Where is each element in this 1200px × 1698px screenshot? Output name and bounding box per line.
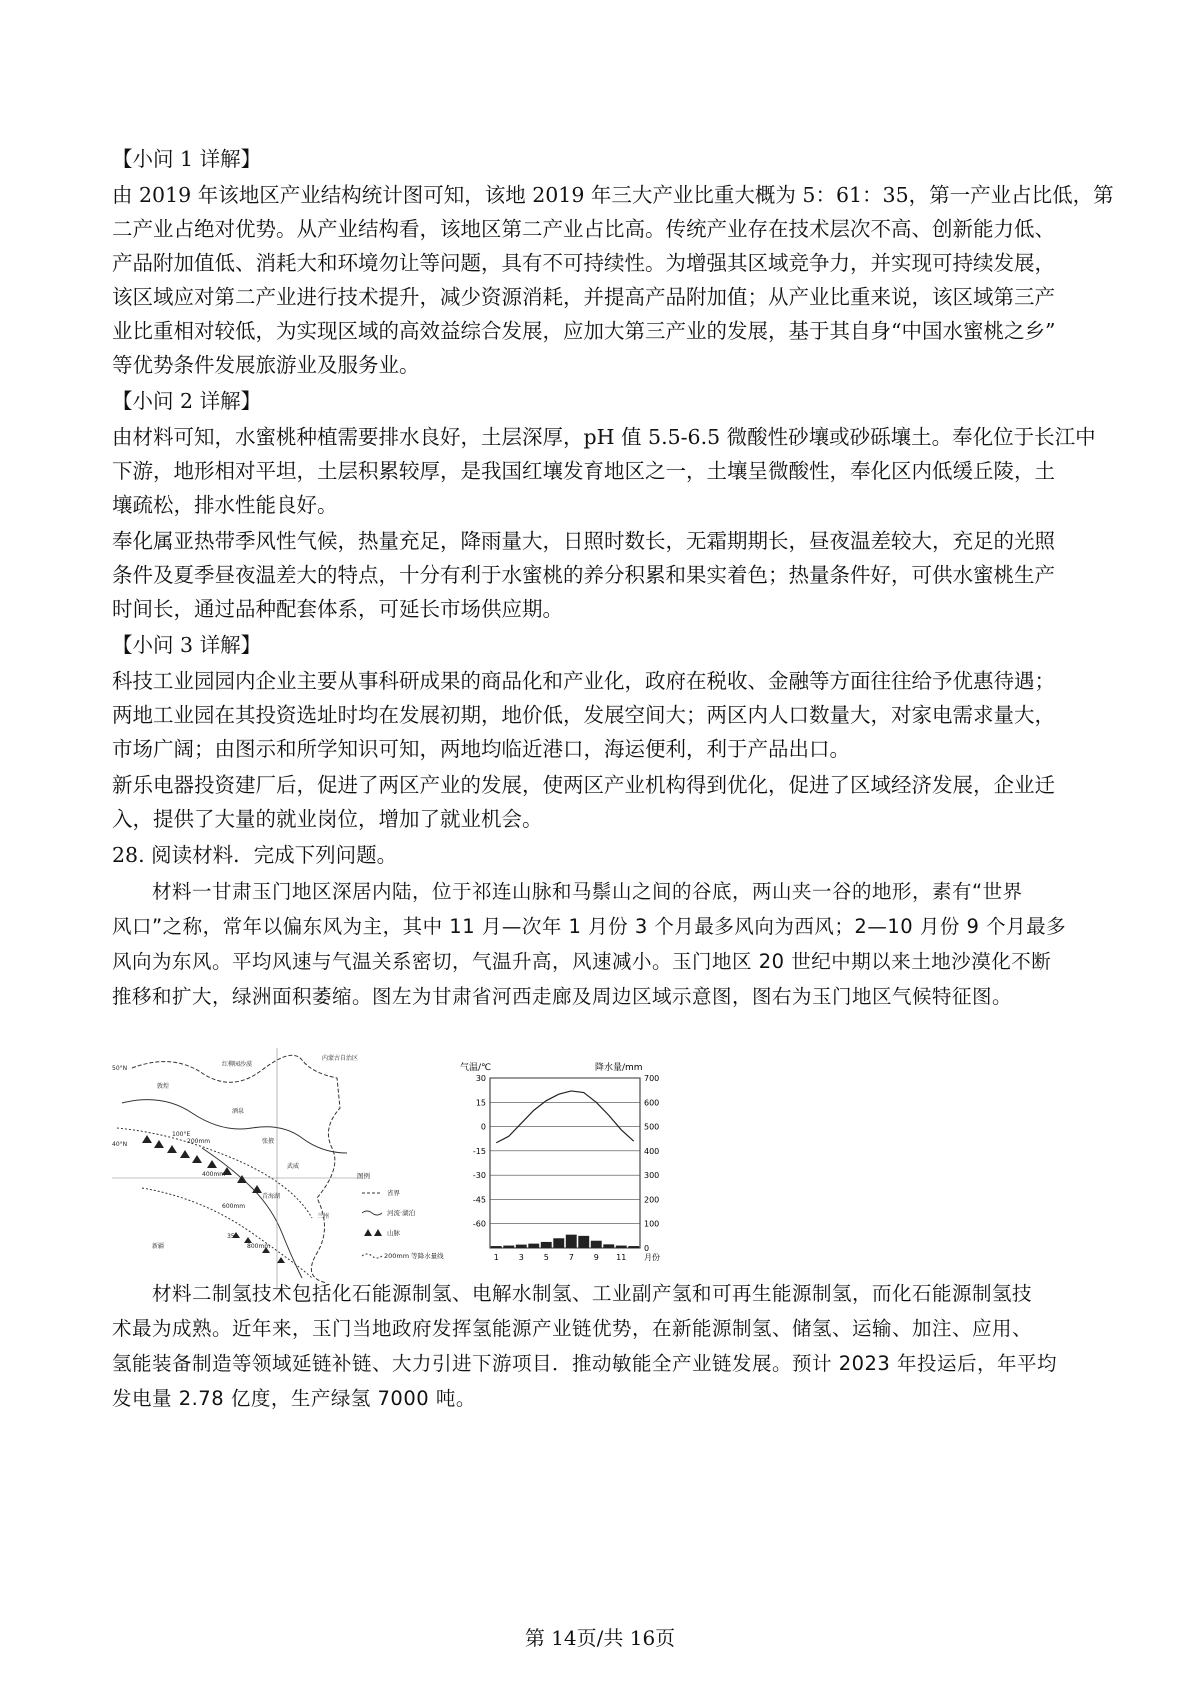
temp-tick-label: -30 bbox=[472, 1171, 486, 1181]
text-line: 氢能装备制造等领域延链补链、大力引进下游项目．推动敏能全产业链发展。预计 2023 年投运后，年平均 bbox=[112, 1352, 1058, 1375]
text-line: 条件及夏季昼夜温差大的特点，十分有利于水蜜桃的养分积累和果实着色；热量条件好，可供水蜜桃生产 bbox=[112, 563, 1055, 587]
temp-tick-label: -60 bbox=[472, 1219, 486, 1229]
latitude-label: 35° bbox=[227, 1233, 238, 1240]
temp-tick-label: 30 bbox=[475, 1074, 486, 1083]
precip-bar bbox=[553, 1238, 564, 1248]
temp-tick-label: 0 bbox=[480, 1122, 486, 1132]
map-label: 新疆 bbox=[152, 1243, 165, 1250]
answer-paragraph bbox=[112, 178, 1114, 382]
precip-bar bbox=[503, 1246, 514, 1248]
material-one bbox=[112, 874, 1102, 1014]
text-line: 由材料可知，水蜜桃种植需要排水良好，土层深厚，pH 值 5.5-6.5 微酸性砂壤或砂砾壤土。奉化位于长江中 bbox=[112, 425, 1096, 449]
isoline-label: 800mm bbox=[247, 1243, 271, 1250]
precip-bar bbox=[516, 1245, 527, 1248]
precip-tick-label: 200 bbox=[644, 1195, 660, 1205]
precip-tick-label: 600 bbox=[644, 1098, 660, 1108]
yumen-climate-chart bbox=[432, 1048, 712, 1290]
text-line: 奉化属亚热带季风性气候，热量充足，降雨量大，日照时数长，无霜期期长，昼夜温差较大，充足的光照 bbox=[112, 529, 1055, 553]
figures-row bbox=[112, 1048, 992, 1290]
map-label: 50°N bbox=[112, 1065, 128, 1072]
text-line: 二产业占绝对优势。从产业结构看，该地区第二产业占比高。传统产业存在技术层次不高、创新能力低、 bbox=[112, 217, 1055, 241]
map-label: 100°E bbox=[172, 1131, 191, 1138]
left-axis-label: 气温/℃ bbox=[460, 1063, 492, 1073]
precip-tick-label: 500 bbox=[644, 1122, 660, 1132]
month-tick-label: 5 bbox=[543, 1253, 549, 1262]
section-heading: 【小问 2 详解】 bbox=[112, 389, 262, 413]
text-line: 推移和扩大，绿洲面积萎缩。图左为甘肃省河西走廊及周边区域示意图，图右为玉门地区气候特征图。 bbox=[112, 985, 1013, 1008]
precip-bar bbox=[528, 1244, 539, 1248]
precip-tick-label: 700 bbox=[644, 1074, 660, 1083]
hexi-corridor-map bbox=[112, 1048, 452, 1290]
text-line: 材料二制氢技术包括化石能源制氢、电解水制氢、工业副产氢和可再生能源制氢，而化石能源制氢技 bbox=[152, 1282, 1033, 1305]
precip-bar bbox=[541, 1242, 552, 1248]
text-line: 风口”之称，常年以偏东风为主，其中 11 月—次年 1 月份 3 个月最多风向为西风；2—10 月份 9 个月最多 bbox=[112, 915, 1067, 938]
isoline-label: 600mm bbox=[222, 1203, 246, 1210]
right-axis-label: 降水量/mm bbox=[595, 1063, 643, 1073]
map-label: 青海湖 bbox=[262, 1193, 281, 1200]
material-two bbox=[112, 1276, 1102, 1416]
precip-tick-label: 400 bbox=[644, 1146, 660, 1156]
legend-title: 图例 bbox=[357, 1172, 370, 1180]
month-tick-label: 1 bbox=[493, 1253, 499, 1262]
text-line: 由 2019 年该地区产业结构统计图可知，该地 2019 年三大产业比重大概为 5：61：35，第一产业占比低，第 bbox=[112, 183, 1114, 207]
precip-bar bbox=[616, 1246, 627, 1248]
map-label: 酒泉 bbox=[232, 1108, 245, 1115]
svg-text:山脉: 山脉 bbox=[387, 1229, 400, 1237]
text-line: 两地工业园在其投资选址时均在发展初期，地价低，发展空间大；两区内人口数量大，对家电需求量大， bbox=[112, 703, 1055, 727]
text-line: 入，提供了大量的就业岗位，增加了就业机会。 bbox=[112, 807, 543, 831]
map-label: 张掖 bbox=[262, 1138, 275, 1145]
text-line: 该区域应对第二产业进行技术提升，减少资源消耗，并提高产品附加值；从产业比重来说，该区域第三产 bbox=[112, 285, 1055, 309]
answer-paragraph bbox=[112, 768, 1102, 836]
page-footer: 第 14页/共 16页 bbox=[524, 1626, 676, 1650]
text-line: 发电量 2.78 亿度，生产绿氢 7000 吨。 bbox=[112, 1387, 476, 1410]
month-tick-label: 3 bbox=[518, 1253, 524, 1262]
text-line: 产品附加值低、消耗大和环境勿让等问题，具有不可持续性。为增强其区域竞争力，并实现可持续发展， bbox=[112, 251, 1055, 275]
map-label: 敦煌 bbox=[157, 1083, 170, 1090]
precip-bar bbox=[628, 1246, 639, 1248]
text-line: 业比重相对较低，为实现区域的高效益综合发展，应加大第三产业的发展，基于其自身“中国水蜜桃之乡” bbox=[112, 319, 1056, 343]
svg-text:省界: 省界 bbox=[387, 1189, 400, 1197]
precip-bar bbox=[591, 1241, 602, 1248]
chart-frame bbox=[490, 1078, 640, 1248]
map-label: 武威 bbox=[287, 1163, 300, 1170]
text-line: 等优势条件发展旅游业及服务业。 bbox=[112, 353, 420, 377]
text-line: 壤疏松，排水性能良好。 bbox=[112, 493, 338, 517]
precip-bar bbox=[566, 1235, 577, 1248]
month-tick-label: 9 bbox=[593, 1253, 599, 1262]
temp-tick-label: -45 bbox=[472, 1195, 486, 1205]
month-tick-label: 7 bbox=[568, 1253, 574, 1262]
isoline-label: 200mm bbox=[187, 1138, 211, 1145]
answer-paragraph bbox=[112, 420, 1102, 522]
precip-bar bbox=[603, 1244, 614, 1248]
map-label: 40°N bbox=[112, 1141, 128, 1148]
text-line: 新乐电器投资建厂后，促进了两区产业的发展，使两区产业机构得到优化，促进了区域经济发展，企业迁 bbox=[112, 773, 1055, 797]
text-line: 风向为东风。平均风速与气温关系密切，气温升高，风速减小。玉门地区 20 世纪中期以来土地沙漠化不断 bbox=[112, 950, 1052, 973]
precip-tick-label: 0 bbox=[644, 1244, 650, 1253]
temp-tick-label: -15 bbox=[472, 1146, 486, 1156]
precip-tick-label: 100 bbox=[644, 1219, 660, 1229]
map-label: 红柳园沙漠 bbox=[222, 1061, 253, 1068]
precip-tick-label: 300 bbox=[644, 1171, 660, 1181]
month-tick-label: 11 bbox=[616, 1253, 627, 1262]
answer-paragraph bbox=[112, 524, 1102, 626]
temp-tick-label: 15 bbox=[475, 1098, 486, 1108]
precip-bar bbox=[578, 1236, 589, 1248]
question-number: 28. 阅读材料．完成下列问题。 bbox=[112, 843, 398, 867]
text-line: 时间长，通过品种配套体系，可延长市场供应期。 bbox=[112, 597, 563, 621]
temperature-line bbox=[496, 1091, 634, 1143]
section-heading: 【小问 3 详解】 bbox=[112, 633, 262, 657]
map-label: 兰州 bbox=[317, 1213, 330, 1220]
isoline-label: 400mm bbox=[202, 1171, 226, 1178]
section-heading: 【小问 1 详解】 bbox=[112, 147, 262, 171]
text-line: 下游，地形相对平坦，土层积累较厚，是我国红壤发育地区之一，土壤呈微酸性，奉化区内低缓丘陵，土 bbox=[112, 459, 1055, 483]
text-line: 术最为成熟。近年来，玉门当地政府发挥氢能源产业链优势，在新能源制氢、储氢、运输、加注、应用、 bbox=[112, 1317, 1033, 1340]
svg-text:河流·湖泊: 河流·湖泊 bbox=[387, 1209, 416, 1217]
precip-bar bbox=[491, 1246, 502, 1248]
map-label: 内蒙古自治区 bbox=[322, 1055, 359, 1062]
text-line: 材料一甘肃玉门地区深居内陆，位于祁连山脉和马鬃山之间的谷底，两山夹一谷的地形，素有“世界 bbox=[152, 880, 1023, 903]
svg-text:200mm 等降水量线: 200mm 等降水量线 bbox=[384, 1252, 444, 1260]
text-line: 科技工业园园内企业主要从事科研成果的商品化和产业化，政府在税收、金融等方面往往给予优惠待遇； bbox=[112, 669, 1055, 693]
answer-paragraph bbox=[112, 664, 1102, 766]
x-axis-label: 月份 bbox=[644, 1253, 660, 1262]
text-line: 市场广阔；由图示和所学知识可知，两地均临近港口，海运便利，利于产品出口。 bbox=[112, 737, 850, 761]
